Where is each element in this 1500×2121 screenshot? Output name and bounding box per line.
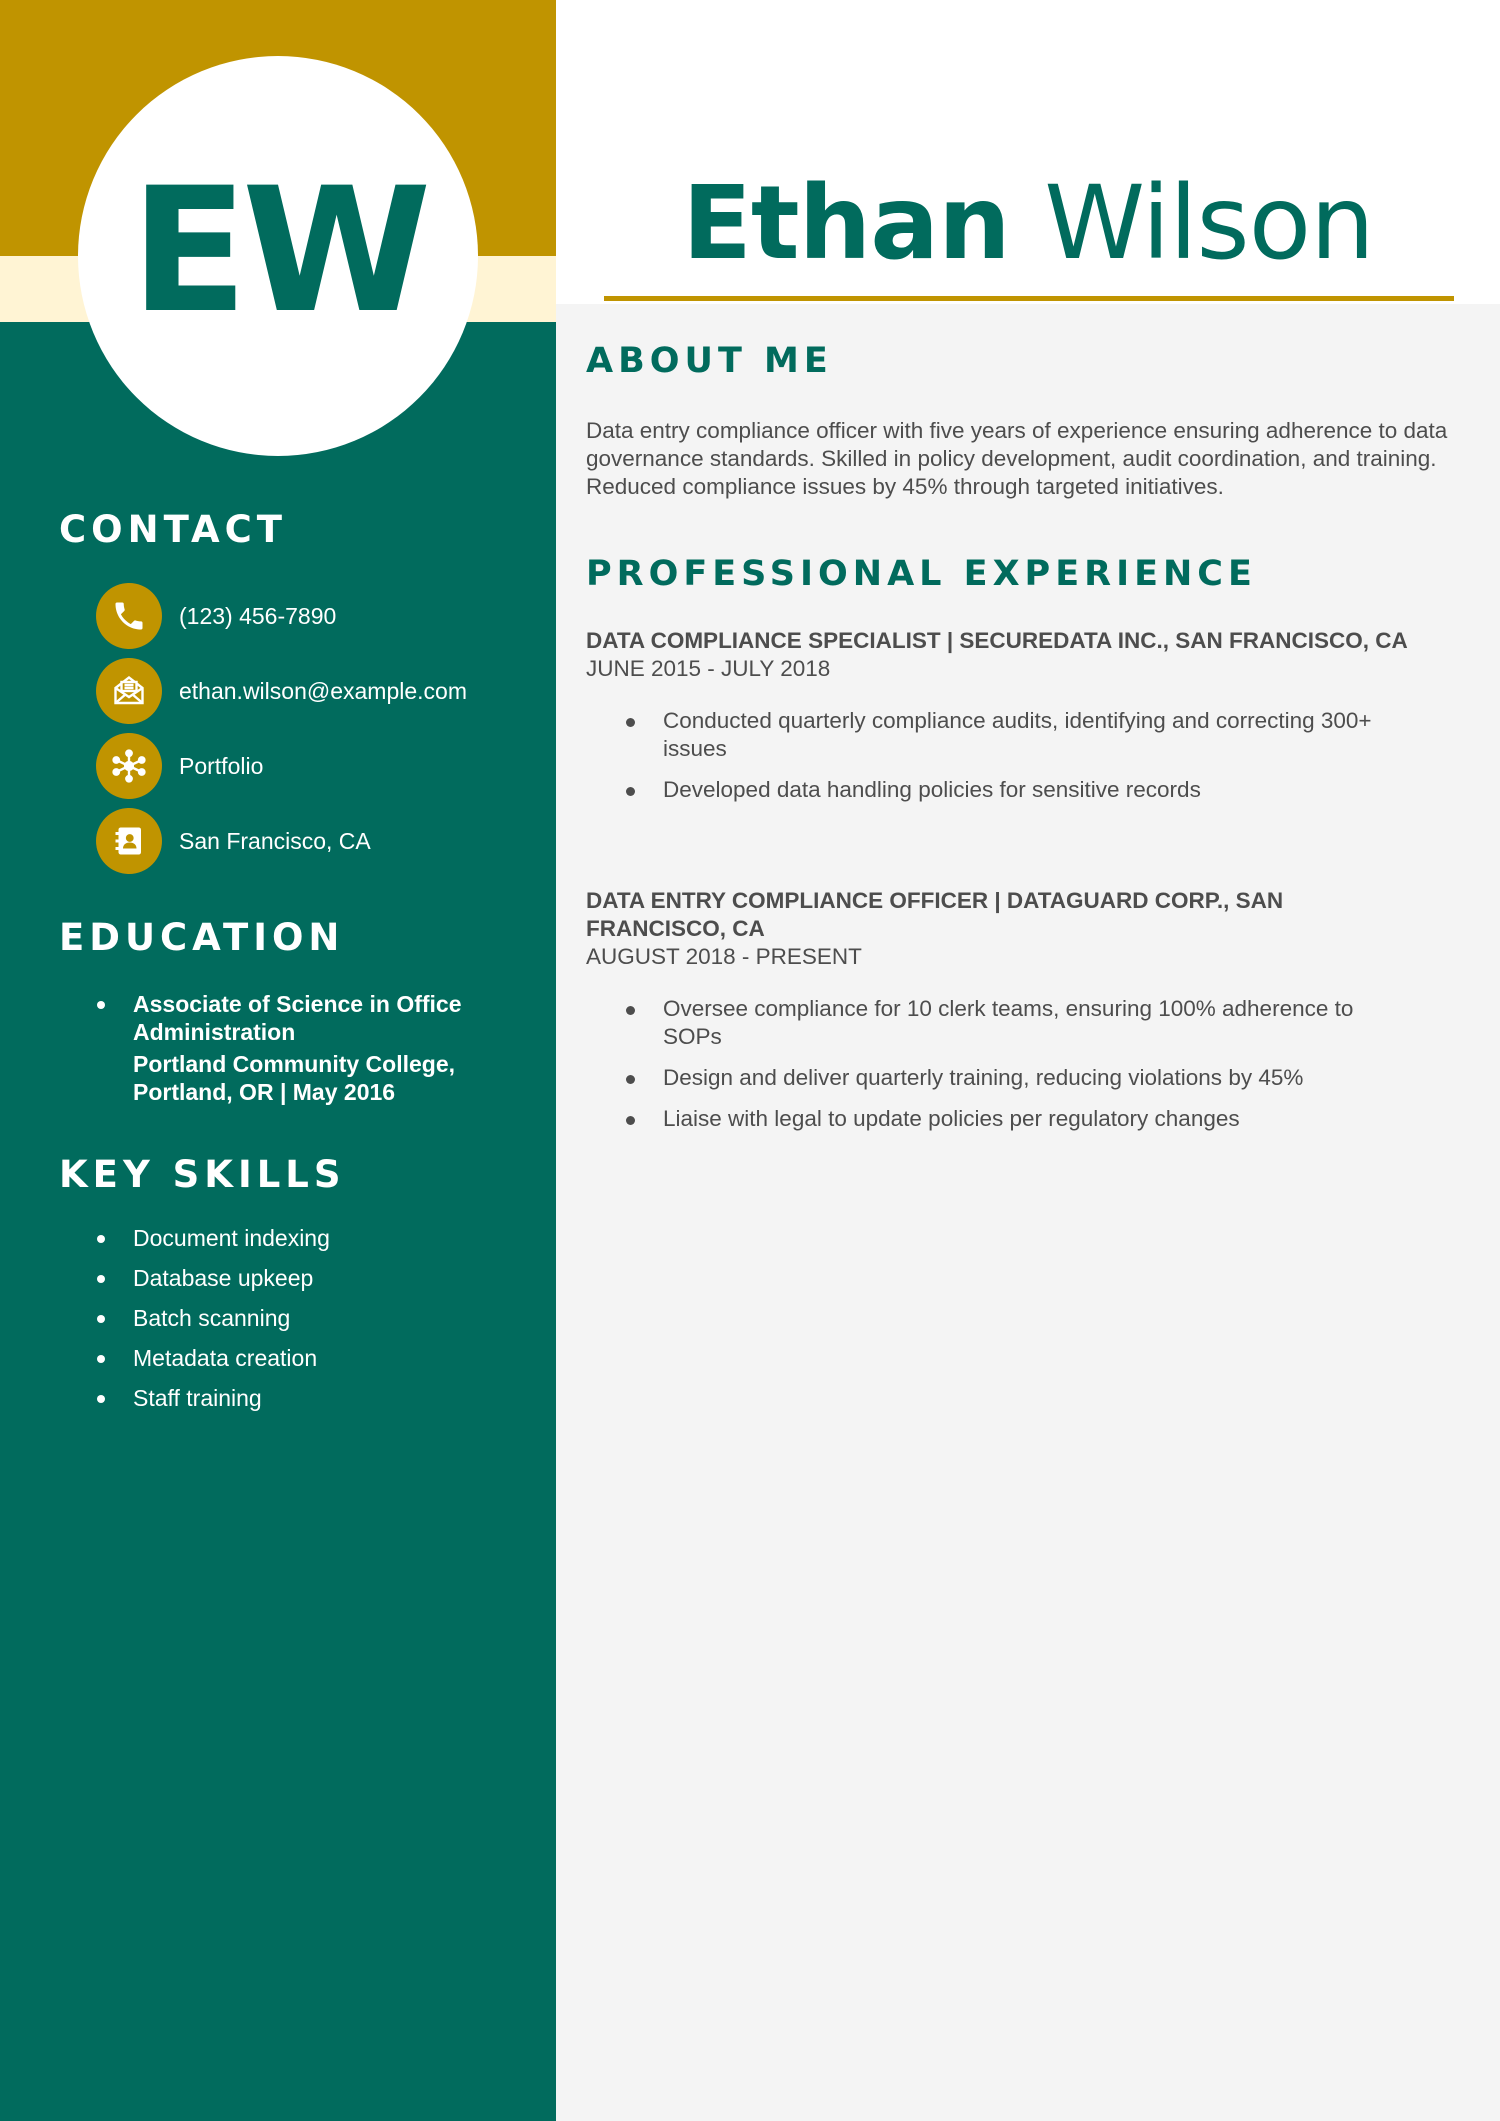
job-bullet: Oversee compliance for 10 clerk teams, ensuring 100% adherence to SOPs [586, 995, 1403, 1051]
skill-item: Staff training [97, 1384, 537, 1412]
skill-item: Batch scanning [97, 1304, 537, 1332]
contact-heading: CONTACT [59, 508, 287, 551]
skill-item: Database upkeep [97, 1264, 537, 1292]
phone-text[interactable]: (123) 456-7890 [179, 602, 337, 629]
address-book-icon [96, 808, 162, 874]
network-icon [96, 733, 162, 799]
last-name: Wilson [1044, 164, 1374, 283]
contact-phone [96, 583, 536, 649]
experience-heading: PROFESSIONAL EXPERIENCE [586, 554, 1257, 594]
skills-list [97, 1224, 537, 1424]
sidebar [0, 0, 556, 2121]
education-item [97, 990, 537, 1106]
person-name [556, 164, 1500, 283]
job-bullets [586, 707, 1456, 804]
job-dates: AUGUST 2018 - PRESENT [586, 944, 862, 969]
skills-heading: KEY SKILLS [59, 1153, 346, 1196]
job-dates: JUNE 2015 - JULY 2018 [586, 656, 831, 681]
monogram-circle [78, 56, 478, 456]
school-text: Portland Community College, Portland, OR | May 2016 [133, 1051, 456, 1105]
about-heading: ABOUT ME [586, 341, 833, 381]
degree-text: Associate of Science in Office Administration [133, 991, 462, 1045]
job-entry [586, 627, 1456, 817]
about-text: Data entry compliance officer with five years of experience ensuring adherence to data governance standards. Skilled in policy development, audit coordination, and training. Reduced compliance issues by 45% through targeted initiatives. [586, 418, 1448, 499]
name-underline [604, 296, 1454, 301]
skill-item: Metadata creation [97, 1344, 537, 1372]
email-text[interactable]: ethan.wilson@example.com [179, 677, 467, 704]
phone-icon [96, 583, 162, 649]
education-list [97, 990, 537, 1106]
job-bullets [586, 995, 1456, 1133]
education-heading: EDUCATION [59, 916, 345, 959]
job-bullet: Design and deliver quarterly training, reducing violations by 45% [586, 1064, 1403, 1092]
contact-list [96, 583, 536, 883]
contact-portfolio [96, 733, 536, 799]
location-text: San Francisco, CA [179, 827, 371, 854]
job-title: DATA COMPLIANCE SPECIALIST | SECUREDATA INC., SAN FRANCISCO, CA [586, 628, 1408, 653]
first-name: Ethan [682, 164, 1010, 283]
monogram-text: EW [130, 150, 426, 351]
skill-item: Document indexing [97, 1224, 537, 1252]
contact-location [96, 808, 536, 874]
portfolio-link[interactable]: Portfolio [179, 752, 264, 779]
job-bullet: Conducted quarterly compliance audits, identifying and correcting 300+ issues [586, 707, 1403, 763]
job-bullet: Liaise with legal to update policies per regulatory changes [586, 1105, 1403, 1133]
contact-email [96, 658, 536, 724]
email-icon [96, 658, 162, 724]
job-entry [586, 887, 1456, 1146]
job-title: DATA ENTRY COMPLIANCE OFFICER | DATAGUARD CORP., SAN FRANCISCO, CA [586, 888, 1284, 941]
job-bullet: Developed data handling policies for sensitive records [586, 776, 1403, 804]
